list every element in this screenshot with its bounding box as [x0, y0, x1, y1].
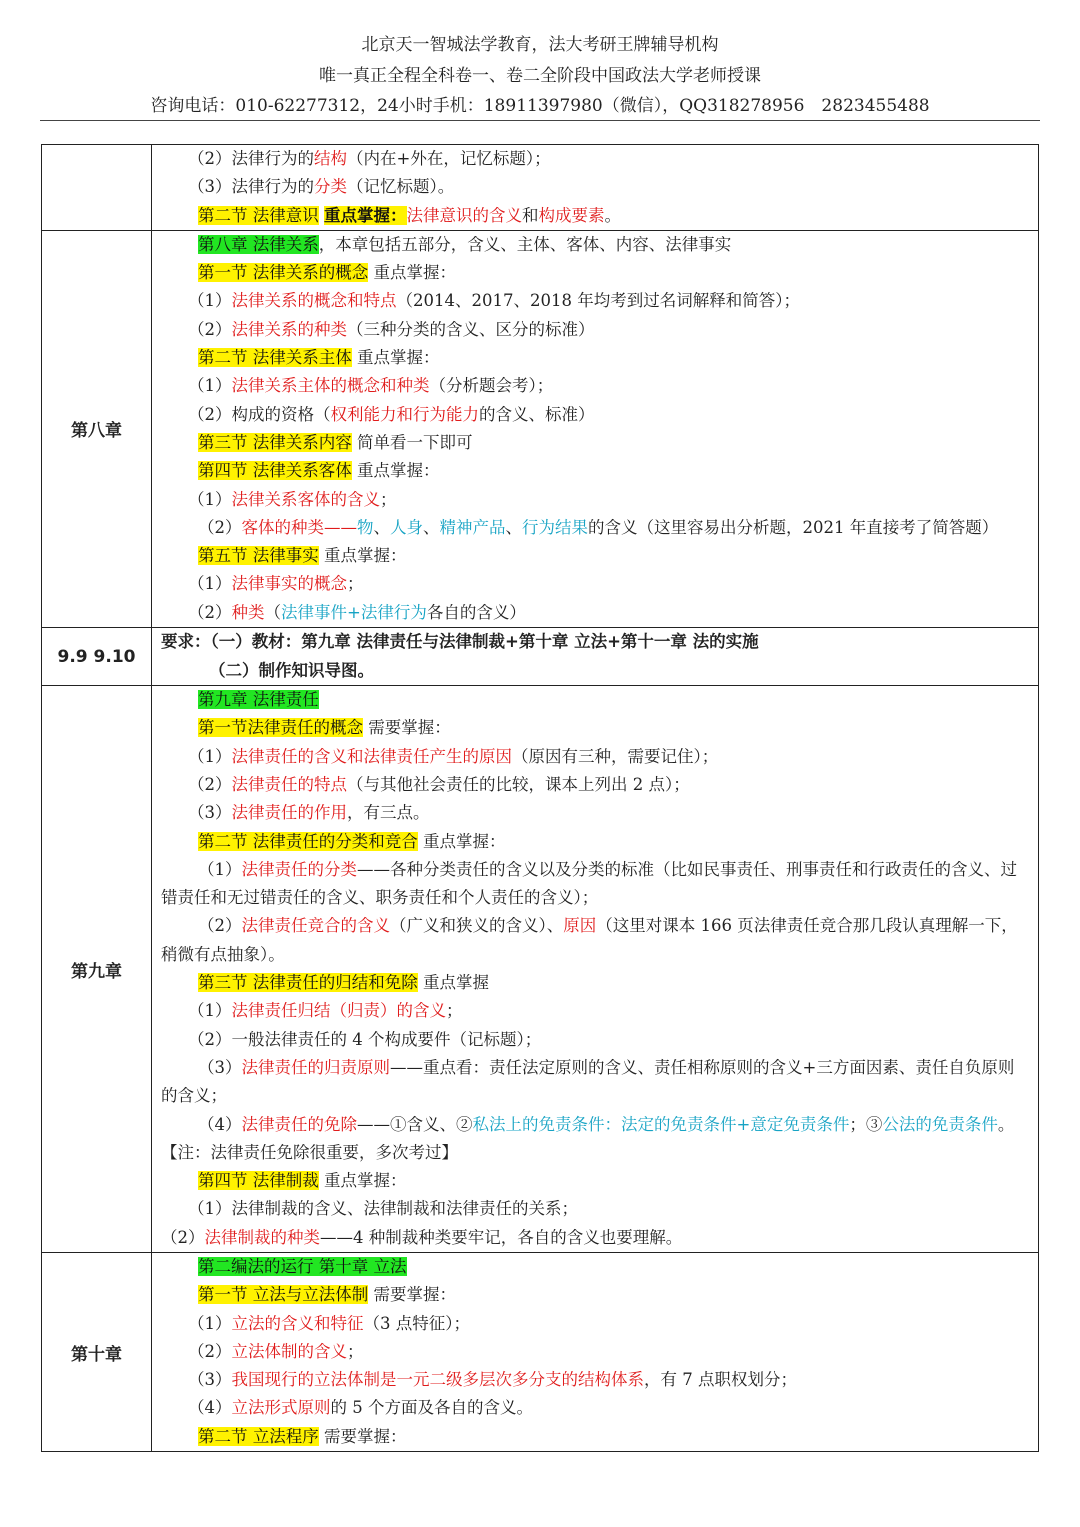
requirement-line-2: （二）制作知识导图。: [209, 660, 374, 680]
list-item: （4）法律责任的免除——①含义、②私法上的免责条件：法定的免责条件+意定免责条件；③公法的免责条件。【注：法律责任免除很重要，多次考过】: [161, 1114, 1015, 1162]
section-heading: 第四节 法律制裁 重点掌握：: [198, 1171, 407, 1191]
table-row: [42, 145, 1039, 231]
table-row: [42, 628, 1039, 686]
chapter-title: 第二编法的运行 第十章 立法: [198, 1256, 407, 1276]
table-row: [42, 686, 1039, 1253]
section-heading: 第三节 法律关系内容 简单看一下即可: [198, 432, 473, 452]
list-item: （2）法律责任的特点（与其他社会责任的比较，课本上列出 2 点）；: [188, 774, 690, 794]
list-item: （1）法律责任的分类——各种分类责任的含义以及分类的标准（比如民事责任、刑事责任和行政责任的含义、过错责任和无过错责任的含义、职务责任和个人责任的含义）；: [161, 859, 1017, 908]
chapter-title: 第八章 法律关系，本章包括五部分，含义、主体、客体、内容、法律事实: [198, 234, 732, 254]
list-item: （1）法律责任的含义和法律责任产生的原因（原因有三种，需要记住）；: [188, 746, 719, 766]
requirement-content: [152, 628, 1039, 686]
section-heading: 第二节 法律关系主体 重点掌握：: [198, 348, 440, 368]
list-item: （1）法律关系客体的含义；: [188, 489, 397, 509]
list-item: （3）法律责任的归责原则——重点看：责任法定原则的含义、责任相称原则的含义+三方面因素、责任自负原则的含义；: [161, 1057, 1015, 1106]
row-content: [152, 145, 1039, 231]
list-item: （1）立法的含义和特征（3 点特征）；: [188, 1313, 470, 1333]
chapter-label: 第十章: [42, 1252, 152, 1451]
chapter-content: [152, 230, 1039, 627]
list-item: （2）一般法律责任的 4 个构成要件（记标题）；: [188, 1029, 542, 1049]
header-line-2: 唯一真正全程全科卷一、卷二全阶段中国政法大学老师授课: [319, 65, 761, 86]
list-item: （3）法律责任的作用，有三点。: [188, 803, 430, 823]
header-line-1: 北京天一智城法学教育，法大考研王牌辅导机构: [361, 35, 719, 55]
section-heading: 第二节 立法程序 需要掌握：: [198, 1426, 407, 1446]
section-heading: 第二节 法律意识 重点掌握：法律意识的含义和构成要素。: [198, 205, 621, 225]
list-item: （2）法律行为的结构（内在+外在，记忆标题）；: [188, 149, 551, 168]
table-row: [42, 1252, 1039, 1451]
study-plan-table: [41, 144, 1039, 1452]
row-label-empty: [42, 145, 152, 231]
page-header: [40, 30, 1040, 122]
list-item: （2）种类（法律事件+法律行为各自的含义）: [188, 602, 526, 622]
chapter-content: [152, 686, 1039, 1253]
header-line-3: 咨询电话：010-62277312，24小时手机：18911397980（微信），QQ318278956 2823455488: [150, 96, 930, 116]
list-item: （1）法律关系主体的概念和种类（分析题会考）；: [188, 376, 554, 396]
list-item: （2）构成的资格（权利能力和行为能力的含义、标准）: [188, 404, 595, 424]
chapter-label: 第九章: [42, 686, 152, 1253]
section-heading: 第四节 法律关系客体 重点掌握：: [198, 461, 440, 481]
section-heading: 第一节 立法与立法体制 需要掌握：: [198, 1285, 456, 1305]
date-label: 9.9 9.10: [42, 628, 152, 686]
list-item: （2）法律责任竞合的含义（广义和狭义的含义）、原因（这里对课本 166 页法律责任竞合那几段认真理解一下，稍微有点抽象）。: [161, 916, 1018, 964]
requirement-line-1: 要求：（一）教材：第九章 法律责任与法律制裁+第十章 立法+第十一章 法的实施: [161, 632, 759, 652]
chapter-label: 第八章: [42, 230, 152, 627]
section-heading: 第二节 法律责任的分类和竞合 重点掌握：: [198, 831, 506, 851]
list-item: （2）法律制裁的种类——4 种制裁种类要牢记，各自的含义也要理解。: [161, 1227, 683, 1247]
section-heading: 第五节 法律事实 重点掌握：: [198, 546, 407, 566]
list-item: （2）客体的种类——物、人身、精神产品、行为结果的含义（这里容易出分析题，2021 年直接考了简答题）: [198, 517, 999, 537]
table-row: [42, 230, 1039, 627]
section-heading: 第三节 法律责任的归结和免除 重点掌握: [198, 973, 489, 993]
list-item: （1）法律关系的概念和特点（2014、2017、2018 年均考到过名词解释和简答）；: [188, 291, 800, 311]
list-item: （1）法律事实的概念；: [188, 574, 364, 594]
list-item: （1）法律责任归结（归责）的含义；: [188, 1001, 463, 1021]
section-heading: 第一节法律责任的概念 需要掌握：: [198, 718, 451, 738]
chapter-content: [152, 1252, 1039, 1451]
header-divider: [40, 120, 1040, 121]
list-item: （2）立法体制的含义；: [188, 1341, 364, 1361]
list-item: （3）我国现行的立法体制是一元二级多层次多分支的结构体系，有 7 点职权划分；: [188, 1370, 797, 1390]
list-item: （2）法律关系的种类（三种分类的含义、区分的标准）: [188, 319, 595, 339]
list-item: （3）法律行为的分类（记忆标题）。: [188, 177, 455, 197]
list-item: （1）法律制裁的含义、法律制裁和法律责任的关系；: [188, 1199, 578, 1219]
section-heading: 第一节 法律关系的概念 重点掌握：: [198, 263, 456, 283]
chapter-title: 第九章 法律责任: [198, 690, 319, 710]
list-item: （4）立法形式原则的 5 个方面及各自的含义。: [188, 1398, 533, 1418]
